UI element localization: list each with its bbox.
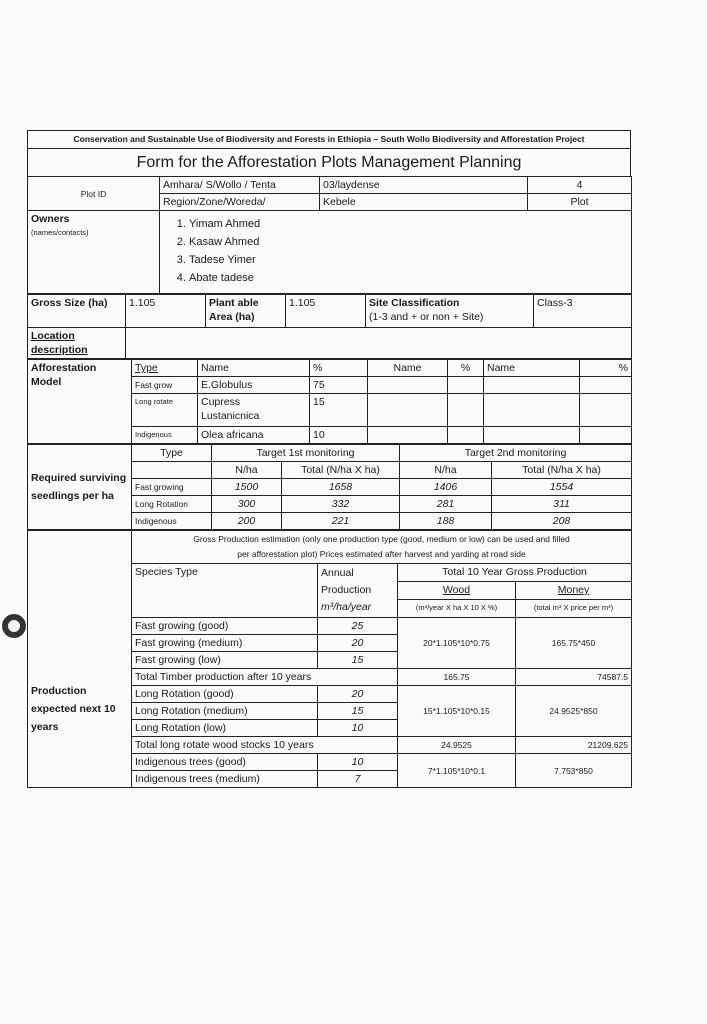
wood-header: Wood [398,582,516,600]
location-value [126,328,632,359]
seedlings-table [27,444,632,530]
site-table [27,294,632,359]
punch-hole [2,614,26,638]
model-pct: 75 [310,377,368,394]
plantable-label: Plant able Area (ha) [206,295,286,328]
production-money: 165.75*450 [516,618,632,669]
model-species: E.Globulus [198,377,310,394]
seedlings-type-header: Type [132,445,212,462]
annual-header: Annual Production [321,567,372,596]
production-annual: 25 [318,618,398,635]
wood-formula: (m³/year X ha X 10 X %) [398,600,516,618]
site-class-value: Class-3 [534,295,632,328]
seedlings-type: Fast growing [132,479,212,496]
production-annual: 15 [318,652,398,669]
plot-value: 4 [528,177,632,194]
seedlings-n2: 281 [400,496,492,513]
production-species: Long Rotation (good) [132,686,318,703]
kebele-value: 03/laydense [320,177,528,194]
production-species: Indigenous trees (good) [132,754,318,771]
production-annual: 10 [318,720,398,737]
long-total-label: Total long rotate wood stocks 10 years [132,737,398,754]
model-type: Long rotate [132,394,198,427]
model-type: Indigenous [132,427,198,444]
fast-total-wood: 165.75 [398,669,516,686]
annual-header-cell [318,564,398,618]
plantable-value: 1.105 [286,295,366,328]
target1-nha: N/ha [212,462,282,479]
owners-list [163,215,628,287]
model-header-pct-2: % [448,360,484,377]
production-species: Fast growing (good) [132,618,318,635]
target2-header: Target 2nd monitoring [400,445,632,462]
region-value: Amhara/ S/Wollo / Tenta [160,177,320,194]
model-pct: 10 [310,427,368,444]
owner-name: 3. Tadese Yimer [189,251,628,269]
region-label: Region/Zone/Woreda/ [160,194,320,211]
production-label-text: Production expected next 10 years [31,684,116,733]
model-species: Olea africana [198,427,310,444]
fast-total-money: 74587.5 [516,669,632,686]
money-formula: (total m³ X price per m³) [516,600,632,618]
form-title: Form for the Afforestation Plots Management Planning [27,148,631,176]
seedlings-n2: 188 [400,513,492,530]
money-header: Money [516,582,632,600]
long-total-money: 21209.625 [516,737,632,754]
seedlings-t2: 311 [492,496,632,513]
production-wood: 20*1.105*10*0.75 [398,618,516,669]
model-header-pct: % [310,360,368,377]
plot-label: Plot [528,194,632,211]
project-title: Conservation and Sustainable Use of Biodiversity and Forests in Ethiopia – South Wollo Biodiversity and Afforestation Project [27,130,631,148]
model-header-name-3: Name [484,360,580,377]
target2-total: Total (N/ha X ha) [492,462,632,479]
plot-owner-table [27,176,632,294]
model-header-name: Name [198,360,310,377]
production-wood: 15*1.105*10*0.15 [398,686,516,737]
production-species: Fast growing (low) [132,652,318,669]
seedlings-t2: 1554 [492,479,632,496]
location-label: Location description [28,328,126,359]
model-pct: 15 [310,394,368,427]
production-species: Indigenous trees (medium) [132,771,318,788]
owners-cell [28,211,160,294]
production-annual: 10 [318,754,398,771]
seedlings-type: Long Rotation [132,496,212,513]
annual-unit: m³/ha/year [321,601,372,613]
long-total-wood: 24.9525 [398,737,516,754]
model-table [27,359,632,444]
owner-name: 4. Abate tadese [189,269,628,287]
target2-nha: N/ha [400,462,492,479]
production-wood: 7*1.105*10*0.1 [398,754,516,788]
gross-size-label: Gross Size (ha) [28,295,126,328]
model-header-type: Type [132,360,198,377]
plot-id-label: Plot ID [28,177,160,211]
seedlings-n1: 200 [212,513,282,530]
model-species-cell [198,394,310,427]
production-money: 24.9525*850 [516,686,632,737]
production-species: Fast growing (medium) [132,635,318,652]
production-annual: 20 [318,635,398,652]
target1-header: Target 1st monitoring [212,445,400,462]
total-header: Total 10 Year Gross Production [398,564,632,582]
model-header-pct-3: % [580,360,632,377]
production-table [27,530,632,788]
seedlings-type: Indigenous [132,513,212,530]
production-note-2: per afforestation plot) Prices estimated after harvest and yarding at road side [237,549,526,559]
fast-total-label: Total Timber production after 10 years [132,669,398,686]
seedlings-t1: 221 [282,513,400,530]
owners-label: Owners [31,213,70,225]
target1-total: Total (N/ha X ha) [282,462,400,479]
owner-name: 2. Kasaw Ahmed [189,233,628,251]
seedlings-t2: 208 [492,513,632,530]
species-header: Species Type [132,564,318,618]
owner-name: 1. Yimam Ahmed [189,215,628,233]
production-note-1: Gross Production estimation (only one production type (good, medium or low) can be used and filled [193,534,570,544]
production-species: Long Rotation (low) [132,720,318,737]
production-annual: 15 [318,703,398,720]
production-annual: 7 [318,771,398,788]
gross-size-value: 1.105 [126,295,206,328]
seedlings-n2: 1406 [400,479,492,496]
site-class-label: Site Classification [369,297,460,309]
production-label [28,531,132,788]
model-species-2: Lustanicnica [201,410,260,422]
model-header-name-2: Name [368,360,448,377]
model-label: Afforestation Model [28,360,132,444]
afforestation-form [27,130,631,788]
production-species: Long Rotation (medium) [132,703,318,720]
site-class-sub: (1-3 and + or non + Site) [369,311,484,323]
owners-list-cell [160,211,632,294]
site-class-cell [366,295,534,328]
seedlings-t1: 1658 [282,479,400,496]
owners-sublabel: (names/contacts) [31,228,89,237]
seedlings-n1: 1500 [212,479,282,496]
production-note [132,531,632,564]
seedlings-n1: 300 [212,496,282,513]
seedlings-t1: 332 [282,496,400,513]
kebele-label: Kebele [320,194,528,211]
model-type: Fast grow [132,377,198,394]
production-money: 7.753*850 [516,754,632,788]
production-annual: 20 [318,686,398,703]
model-species: Cupress [201,396,241,408]
seedlings-label: Required surviving seedlings per ha [28,445,132,530]
